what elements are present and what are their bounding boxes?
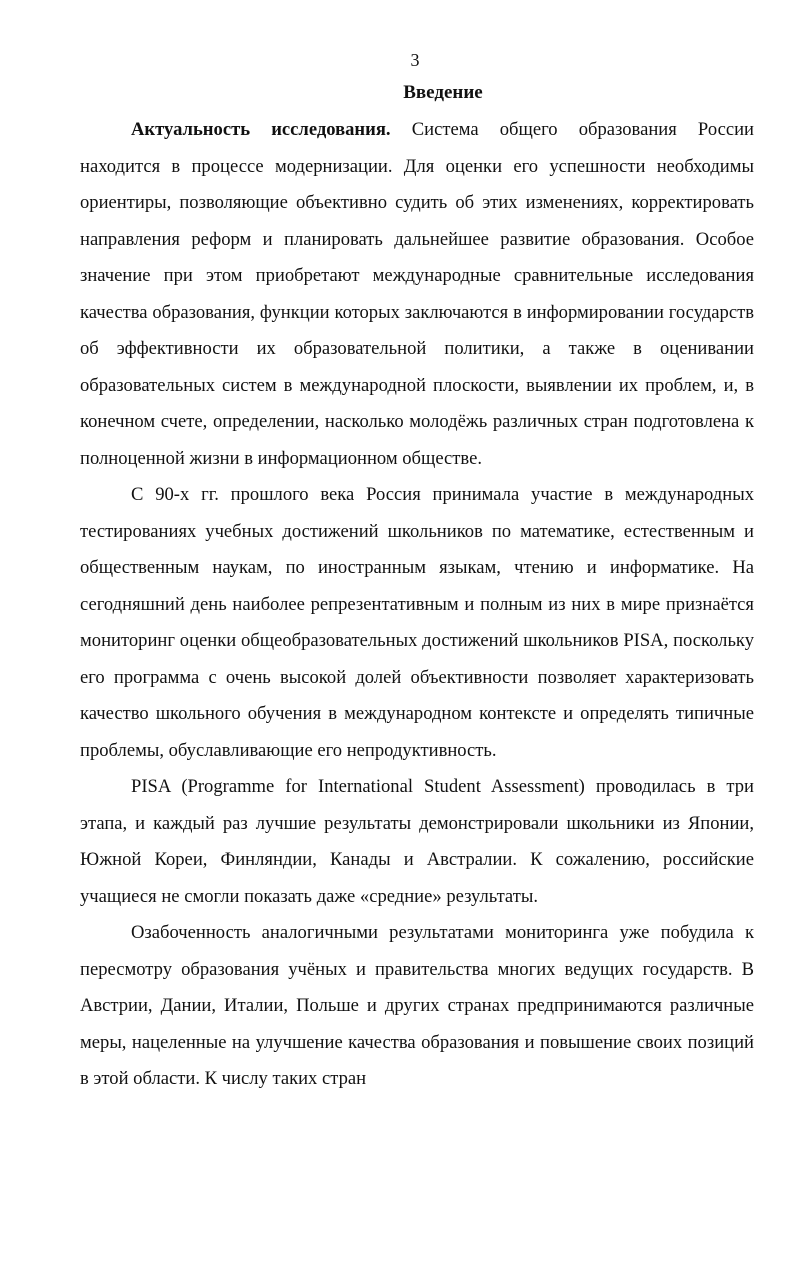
paragraph-text: Система общего образования России находится в процессе модернизации. Для оценки его успешности необходимы ориентиры, позволяющие объективно судить об этих изменениях, корректировать направления реформ и планировать дальнейшее развитие образования. Особое значение при этом приобретают международные сравнительные исследования качества образования, функции которых заключаются в информировании государств об эффективности их образовательной политики, а также в оценивании образовательных систем в международной плоскости, выявлении их проблем, и, в конечном счете, определении, насколько молодёжь различных стран подготовлена к полноценной жизни в информационном обществе. <box>80 119 754 469</box>
section-heading: Введение <box>403 82 483 103</box>
relevance-term: Актуальность исследования. <box>131 119 391 140</box>
page-number: 3 <box>410 50 420 70</box>
paragraph-concern: Озабоченность аналогичными результатами мониторинга уже побудила к пересмотру образования учёных и правительства многих ведущих государств. В Австрии, Дании, Италии, Польше и других странах предпринимаются различные меры, нацеленные на улучшение качества образования и повышение своих позиций в этой области. К числу таких стран <box>80 922 754 1089</box>
body-text <box>80 112 754 1098</box>
paragraph-pisa: PISA (Programme for International Student Assessment) проводилась в три этапа, и каждый раз лучшие результаты демонстрировали школьники из Японии, Южной Кореи, Финляндии, Канады и Австралии. К сожалению, российские учащиеся не смогли показать даже «средние» результаты. <box>80 776 754 907</box>
paragraph-relevance <box>80 112 754 477</box>
paragraph-history: С 90-х гг. прошлого века Россия принимала участие в международных тестированиях учебных достижений школьников по математике, естественным и общественным наукам, по иностранным языкам, чтению и информатике. На сегодняшний день наиболее репрезентативным и полным из них в мире признаётся мониторинг оценки общеобразовательных достижений школьников PISA, поскольку его программа с очень высокой долей объективности позволяет характеризовать качество школьного обучения в международном контексте и определять типичные проблемы, обуславливающие его непродуктивность. <box>80 484 754 761</box>
